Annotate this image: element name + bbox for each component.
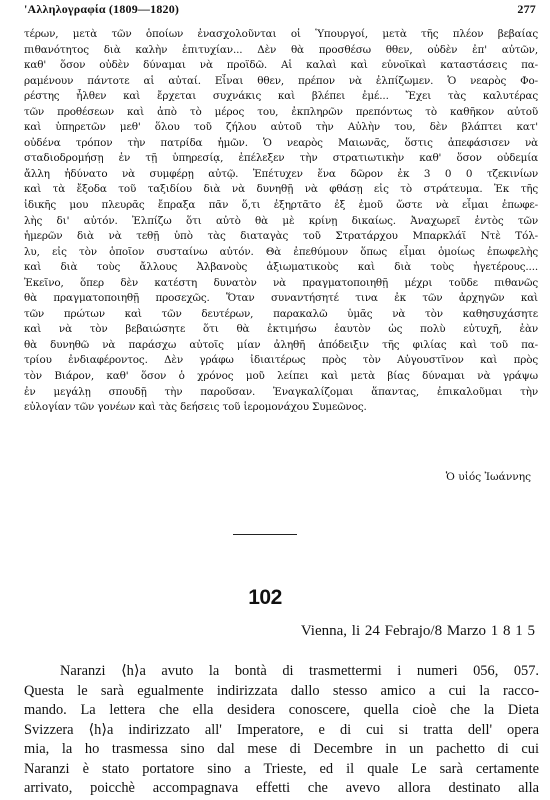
text-line: καθ' ὅσον οὐδὲν δύναμαι νὰ προϊδῶ. Αἱ καλαὶ καὶ εὐνοϊκαὶ καταστάσεις πα- xyxy=(24,59,538,72)
text-line: Naranzi ⟨h⟩a avuto la bontà di trasmettermi i numeri 056, 057. xyxy=(60,663,539,679)
text-line: ραμένουν πάντοτε αἱ αὐταί. Εἶναι θθεν, πρέπον νὰ ἐλπίζωμεν. Ὁ νεαρὸς Φο- xyxy=(24,74,538,87)
text-line: arrivato, poicchè accompagnava effetti che avevo allora destinato alla xyxy=(24,780,539,796)
letter-number-heading: 102 xyxy=(248,586,282,609)
text-line: λὴς δι' αὐτόν. Ἐλπίζω ὅτι αὐτὸ θὰ μὲ κρίνῃ δικαίως. Ἀναχωρεῖ ἐντὸς τῶν xyxy=(24,214,538,227)
text-line: mia, la ho trasmessa sino dal mese di Decembre in un pachetto di cui xyxy=(24,741,539,757)
page-number: 277 xyxy=(517,2,536,16)
text-line: Ἐκεῖνο, ὅπερ δὲν κατέστη δυνατὸν νὰ πραγματοποιηθῇ μέχρι τοῦδε πιθανῶς xyxy=(24,276,538,289)
text-line: ρέστης ἦλθεν καὶ ἔρχεται συχνάκις καὶ βλέπει ἐμέ... Ἔχει τὰς καλυτέρας xyxy=(24,90,538,103)
text-line: τὸν Βιάρον, καθ' ὅσον ὁ χρόνος μοῦ λείπει καὶ μετὰ βίας δύναμαι νὰ γράψω xyxy=(24,370,538,383)
letter-signature: Ὁ υἱός Ἰωάννης xyxy=(445,471,531,483)
text-line: τῶν πρώτων καὶ τῶν δευτέρων, παρακαλῶ ὑμᾶς νὰ τὸν καθησυχάσητε xyxy=(24,307,538,320)
text-line: καὶ ὑπηρετῶν μεθ' ὅλου τοῦ ζήλου αὐτοῦ τὴν Αὐλὴν του, δὲν βλάπτει κατ' xyxy=(24,121,538,134)
text-line: ἐν μεγάλῃ σπουδῇ τὴν παροῦσαν. Ἐναγκαλίζομαι ἅπαντας, ἐπικαλοῦμαι τὴν xyxy=(24,385,538,398)
text-line: καὶ διὰ τοὺς ἄλλους Ἀλβανοὺς ἀξιωματικοὺς καὶ διὰ τοὺς ἡγετέρους.... xyxy=(24,261,538,274)
text-line: οὐδένα τρόπον τὴν πατρίδα ἡμῶν. Ὁ νεαρὸς Μαιωνᾶς, ὅστις ἀπεφάσισεν νὰ xyxy=(24,136,538,149)
text-line: καὶ νὰ τὸν βεβαιώσητε ὅτι θὰ ἐκτιμήσω ἑαυτὸν ὡς πολὺ εὐτυχῆ, ἐὰν xyxy=(24,323,538,336)
italian-letter-body xyxy=(24,662,539,799)
greek-letter-body xyxy=(24,27,538,416)
text-line: Svizzera ⟨h⟩a indirizzato all' Imperatore, e di cui si tratta dell' opera xyxy=(24,721,539,738)
text-line: εὐλογίαν τῶν γονέων καὶ τὰς δεήσεις τοῦ ἱερομονάχου Συμεῶνος. xyxy=(24,401,367,414)
section-divider xyxy=(233,534,297,535)
text-line: ἰδικῆς μου πλευρᾶς ἔπραξα πᾶν ὅ,τι ἐξηρτᾶτο ἐξ ἐμοῦ ὥστε νὰ εἶμαι ἐπωφε- xyxy=(24,199,538,212)
text-line: ἄλλη ἠδύνατο νὰ συμφέρῃ αὐτῷ. Ἐπέτυχεν ἕνα δῶρον ἐκ 3 0 0 τζεκινίων xyxy=(24,167,538,180)
text-line: mando. La lettera che ella desidera conoscere, quella cioè che la Dieta xyxy=(24,702,539,718)
text-line: τρίου ἐνδιαφέροντος. Δὲν γράφω ἰδιαιτέρως πρὸς τὸν Αὐγουστῖνον καὶ πρὸς xyxy=(24,354,538,367)
text-line: τῶν προθέσεων καὶ ἀπὸ τὸ μέρος του, ἐκπληρῶν πρεπόντως τὸ καθῆκον αὐτοῦ xyxy=(24,105,538,118)
text-line: καὶ τὰ ἔξοδα τοῦ ταξιδίου διὰ νὰ δυνηθῇ νὰ φθάσῃ εἰς τὸ στράτευμα. Ἐκ τῆς xyxy=(24,183,538,196)
text-line: πιθανότητος διὰ καλὴν ἐπιτυχίαν... Δὲν θὰ προσθέσω θθεν, οὐδὲν ἐπ' αὐτῶν, xyxy=(24,43,538,56)
text-line: θὰ δυνηθῶ νὰ παράσχω αὐτοῖς μίαν ἀληθῆ ἀπόδειξιν τῆς φιλίας καὶ τοῦ πα- xyxy=(24,338,538,351)
text-line: ἡμερῶν διὰ νὰ τεθῇ ὑπὸ τὰς διαταγὰς τοῦ Στρατάρχου Μπαρκλάϊ Ντὲ Τόλ- xyxy=(24,230,538,243)
letter-dateline: Vienna, li 24 Febrajo/8 Marzo 1 8 1 5 xyxy=(300,623,535,639)
running-header xyxy=(24,2,536,20)
text-line: Questa le sarà egualmente indirizzata dallo stesso amico a cui la racco- xyxy=(24,682,539,699)
text-line: σταδιοδρομήσῃ ἐν τῇ ὑπηρεσίᾳ, ἐπέλεξεν τὴν στρατιωτικὴν καθ' ὅσον οὐδεμία xyxy=(24,152,538,165)
text-line: Naranzi è stato portatore sino a Trieste, ed il quale Le sarà certamente xyxy=(24,760,539,777)
running-title: 'Αλληλογραφία (1809—1820) xyxy=(24,2,180,16)
text-line: λυ, εἰς τὸν ὁποῖον συσταίνω αὐτόν. Θὰ ἐπεθύμουν ὅπως εἶμαι ὁμοίως ἐπωφελὴς xyxy=(24,245,538,258)
text-line: θὰ πραγματοποιηθῇ προσεχῶς. Ὅταν συναντήσητέ τινα ἐκ τῶν ἀρχηγῶν καὶ xyxy=(24,292,538,305)
text-line: τέρων, μετὰ τῶν ὁποίων ἐνασχολοῦνται οἱ Ὑπουργοί, μετὰ τῆς πλέον βεβαίας xyxy=(24,28,538,40)
